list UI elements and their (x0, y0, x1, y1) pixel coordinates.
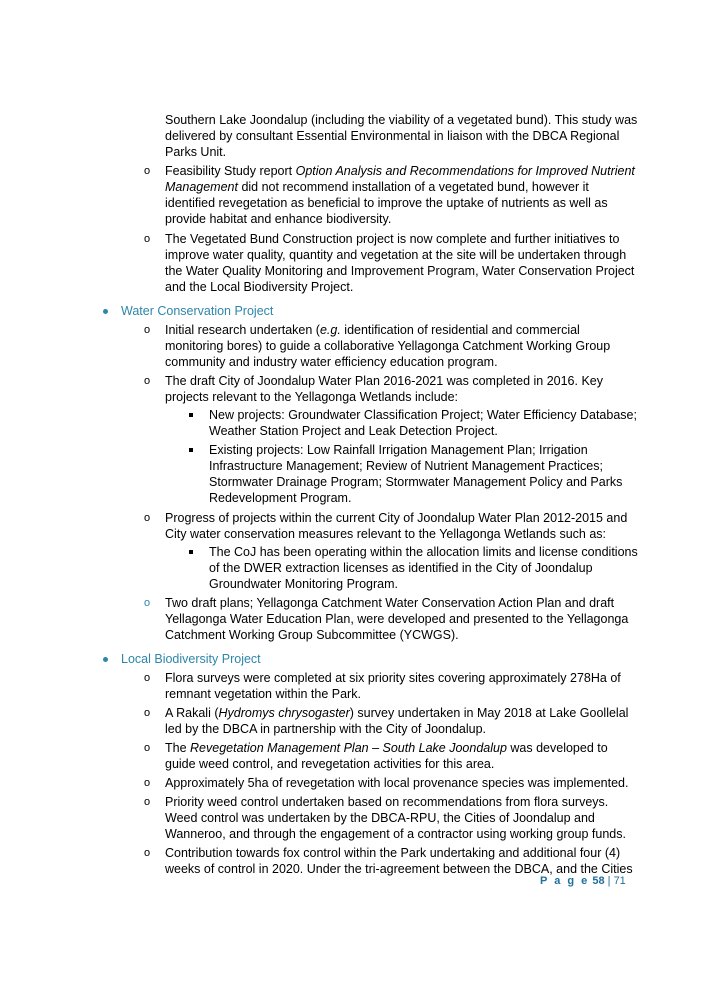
page-footer (540, 874, 626, 888)
feasibility-rest: did not recommend installation of a vegetated bund, however it (237, 180, 589, 194)
weed-line-1: Priority weed control undertaken based on recommendations from flora surveys. (165, 795, 609, 809)
intro-line-2: delivered by consultant Essential Environmental in liaison with the DBCA Regional (165, 129, 620, 143)
flora-line-2: remnant vegetation within the Park. (165, 687, 361, 701)
bullet-o: o (143, 597, 151, 609)
bullet-dot (103, 657, 108, 662)
research-line-3: community and industry water efficiency education program. (165, 355, 498, 369)
coj-line-2: of the DWER extraction licenses as identified in the City of Joondalup (209, 561, 593, 575)
fox-line-2: weeks of control in 2020. Under the tri-agreement between the DBCA, and the Cities (165, 862, 633, 876)
feasibility-line-1 (165, 163, 635, 179)
reveg-line-1 (165, 740, 608, 756)
bund-line-4: and the Local Biodiversity Project. (165, 280, 354, 294)
rakali-b: ) survey undertaken in May 2018 at Lake Goollelal (349, 706, 629, 720)
drafts-line-1: Two draft plans; Yellagonga Catchment Water Conservation Action Plan and draft (165, 596, 615, 610)
bullet-o: o (143, 233, 151, 245)
rakali-a: A Rakali ( (165, 706, 219, 720)
page-separator: | (607, 875, 611, 887)
research-line-1 (165, 322, 580, 338)
new-projects-line-1: New projects: Groundwater Classification Project; Water Efficiency Database; (209, 408, 637, 422)
bullet-o: o (143, 796, 151, 808)
bullet-square (189, 413, 193, 417)
progress-line-2: City water conservation measures relevant to the Yellagonga Wetlands such as: (165, 527, 606, 541)
rakali-line-1 (165, 705, 628, 721)
new-projects-line-2: Weather Station Project and Leak Detection Project. (209, 424, 498, 438)
reveg-plan-title: Revegetation Management Plan – South Lake Joondalup (190, 741, 507, 755)
feasibility-report-title-cont: Management (165, 180, 238, 194)
feasibility-line-4: provide habitat and enhance biodiversity. (165, 212, 392, 226)
progress-line-1: Progress of projects within the current City of Joondalup Water Plan 2012-2015 and (165, 511, 628, 525)
bullet-dot (103, 309, 108, 314)
bullet-o: o (143, 777, 151, 789)
flora-line-1: Flora surveys were completed at six priority sites covering approximately 278Ha of (165, 671, 621, 685)
research-a: Initial research undertaken ( (165, 323, 320, 337)
weed-line-2: Weed control was undertaken by the DBCA-RPU, the Cities of Joondalup and (165, 811, 595, 825)
rakali-line-2: led by the DBCA in partnership with the City of Joondalup. (165, 722, 487, 736)
feasibility-report-title: Option Analysis and Recommendations for Improved Nutrient (295, 164, 635, 178)
page-label: P a g e (540, 875, 590, 887)
five-ha-line: Approximately 5ha of revegetation with local provenance species was implemented. (165, 776, 629, 790)
reveg-a: The (165, 741, 191, 755)
existing-projects-line-1: Existing projects: Low Rainfall Irrigation Management Plan; Irrigation (209, 443, 588, 457)
coj-line-3: Groundwater Monitoring Program. (209, 577, 398, 591)
research-b: identification of residential and commercial (340, 323, 580, 337)
existing-projects-line-2: Infrastructure Management; Review of Nutrient Management Practices; (209, 459, 603, 473)
bullet-o: o (143, 847, 151, 859)
research-eg: e.g. (319, 323, 341, 337)
bullet-o: o (143, 742, 151, 754)
intro-line-3: Parks Unit. (165, 145, 227, 159)
existing-projects-line-4: Redevelopment Program. (209, 491, 352, 505)
bullet-square (189, 448, 193, 452)
reveg-line-2: guide weed control, and revegetation activities for this area. (165, 757, 495, 771)
bullet-o: o (143, 672, 151, 684)
research-line-2: monitoring bores) to guide a collaborative Yellagonga Catchment Working Group (165, 339, 611, 353)
reveg-b: was developed to (506, 741, 608, 755)
rakali-species: Hydromys chrysogaster (218, 706, 350, 720)
drafts-line-2: Yellagonga Water Education Plan, were developed and presented to the Yellagonga (165, 612, 629, 626)
water-conservation-heading: Water Conservation Project (121, 304, 274, 318)
bullet-square (189, 550, 193, 554)
page-total: 71 (613, 875, 626, 887)
bund-line-1: The Vegetated Bund Construction project is now complete and further initiatives to (165, 232, 620, 246)
fox-line-1: Contribution towards fox control within the Park undertaking and additional four (4) (165, 846, 621, 860)
bund-line-3: the Water Quality Monitoring and Improvement Program, Water Conservation Project (165, 264, 635, 278)
existing-projects-line-3: Stormwater Drainage Program; Stormwater Management Policy and Parks (209, 475, 623, 489)
weed-line-3: Wanneroo, and through the engagement of a contractor using working group funds. (165, 827, 626, 841)
plan-line-2: projects relevant to the Yellagonga Wetlands include: (165, 390, 459, 404)
bullet-o: o (143, 324, 151, 336)
coj-line-1: The CoJ has been operating within the allocation limits and license conditions (209, 545, 638, 559)
plan-line-1: The draft City of Joondalup Water Plan 2016-2021 was completed in 2016. Key (165, 374, 603, 388)
feasibility-line-3: identified revegetation as beneficial to improve the uptake of nutrients as well as (165, 196, 608, 210)
bullet-o: o (143, 165, 151, 177)
bullet-o: o (143, 707, 151, 719)
local-biodiversity-heading: Local Biodiversity Project (121, 652, 261, 666)
feasibility-line-2 (165, 179, 589, 195)
intro-line-1: Southern Lake Joondalup (including the viability of a vegetated bund). This study was (165, 113, 638, 127)
bullet-o: o (143, 512, 151, 524)
feasibility-prefix: Feasibility Study report (165, 164, 296, 178)
bullet-o: o (143, 375, 151, 387)
bund-line-2: improve water quality, quantity and vegetation at the site will be undertaken through (165, 248, 627, 262)
page-current: 58 (592, 875, 605, 887)
drafts-line-3: Catchment Working Group Subcommittee (YCWGS). (165, 628, 459, 642)
